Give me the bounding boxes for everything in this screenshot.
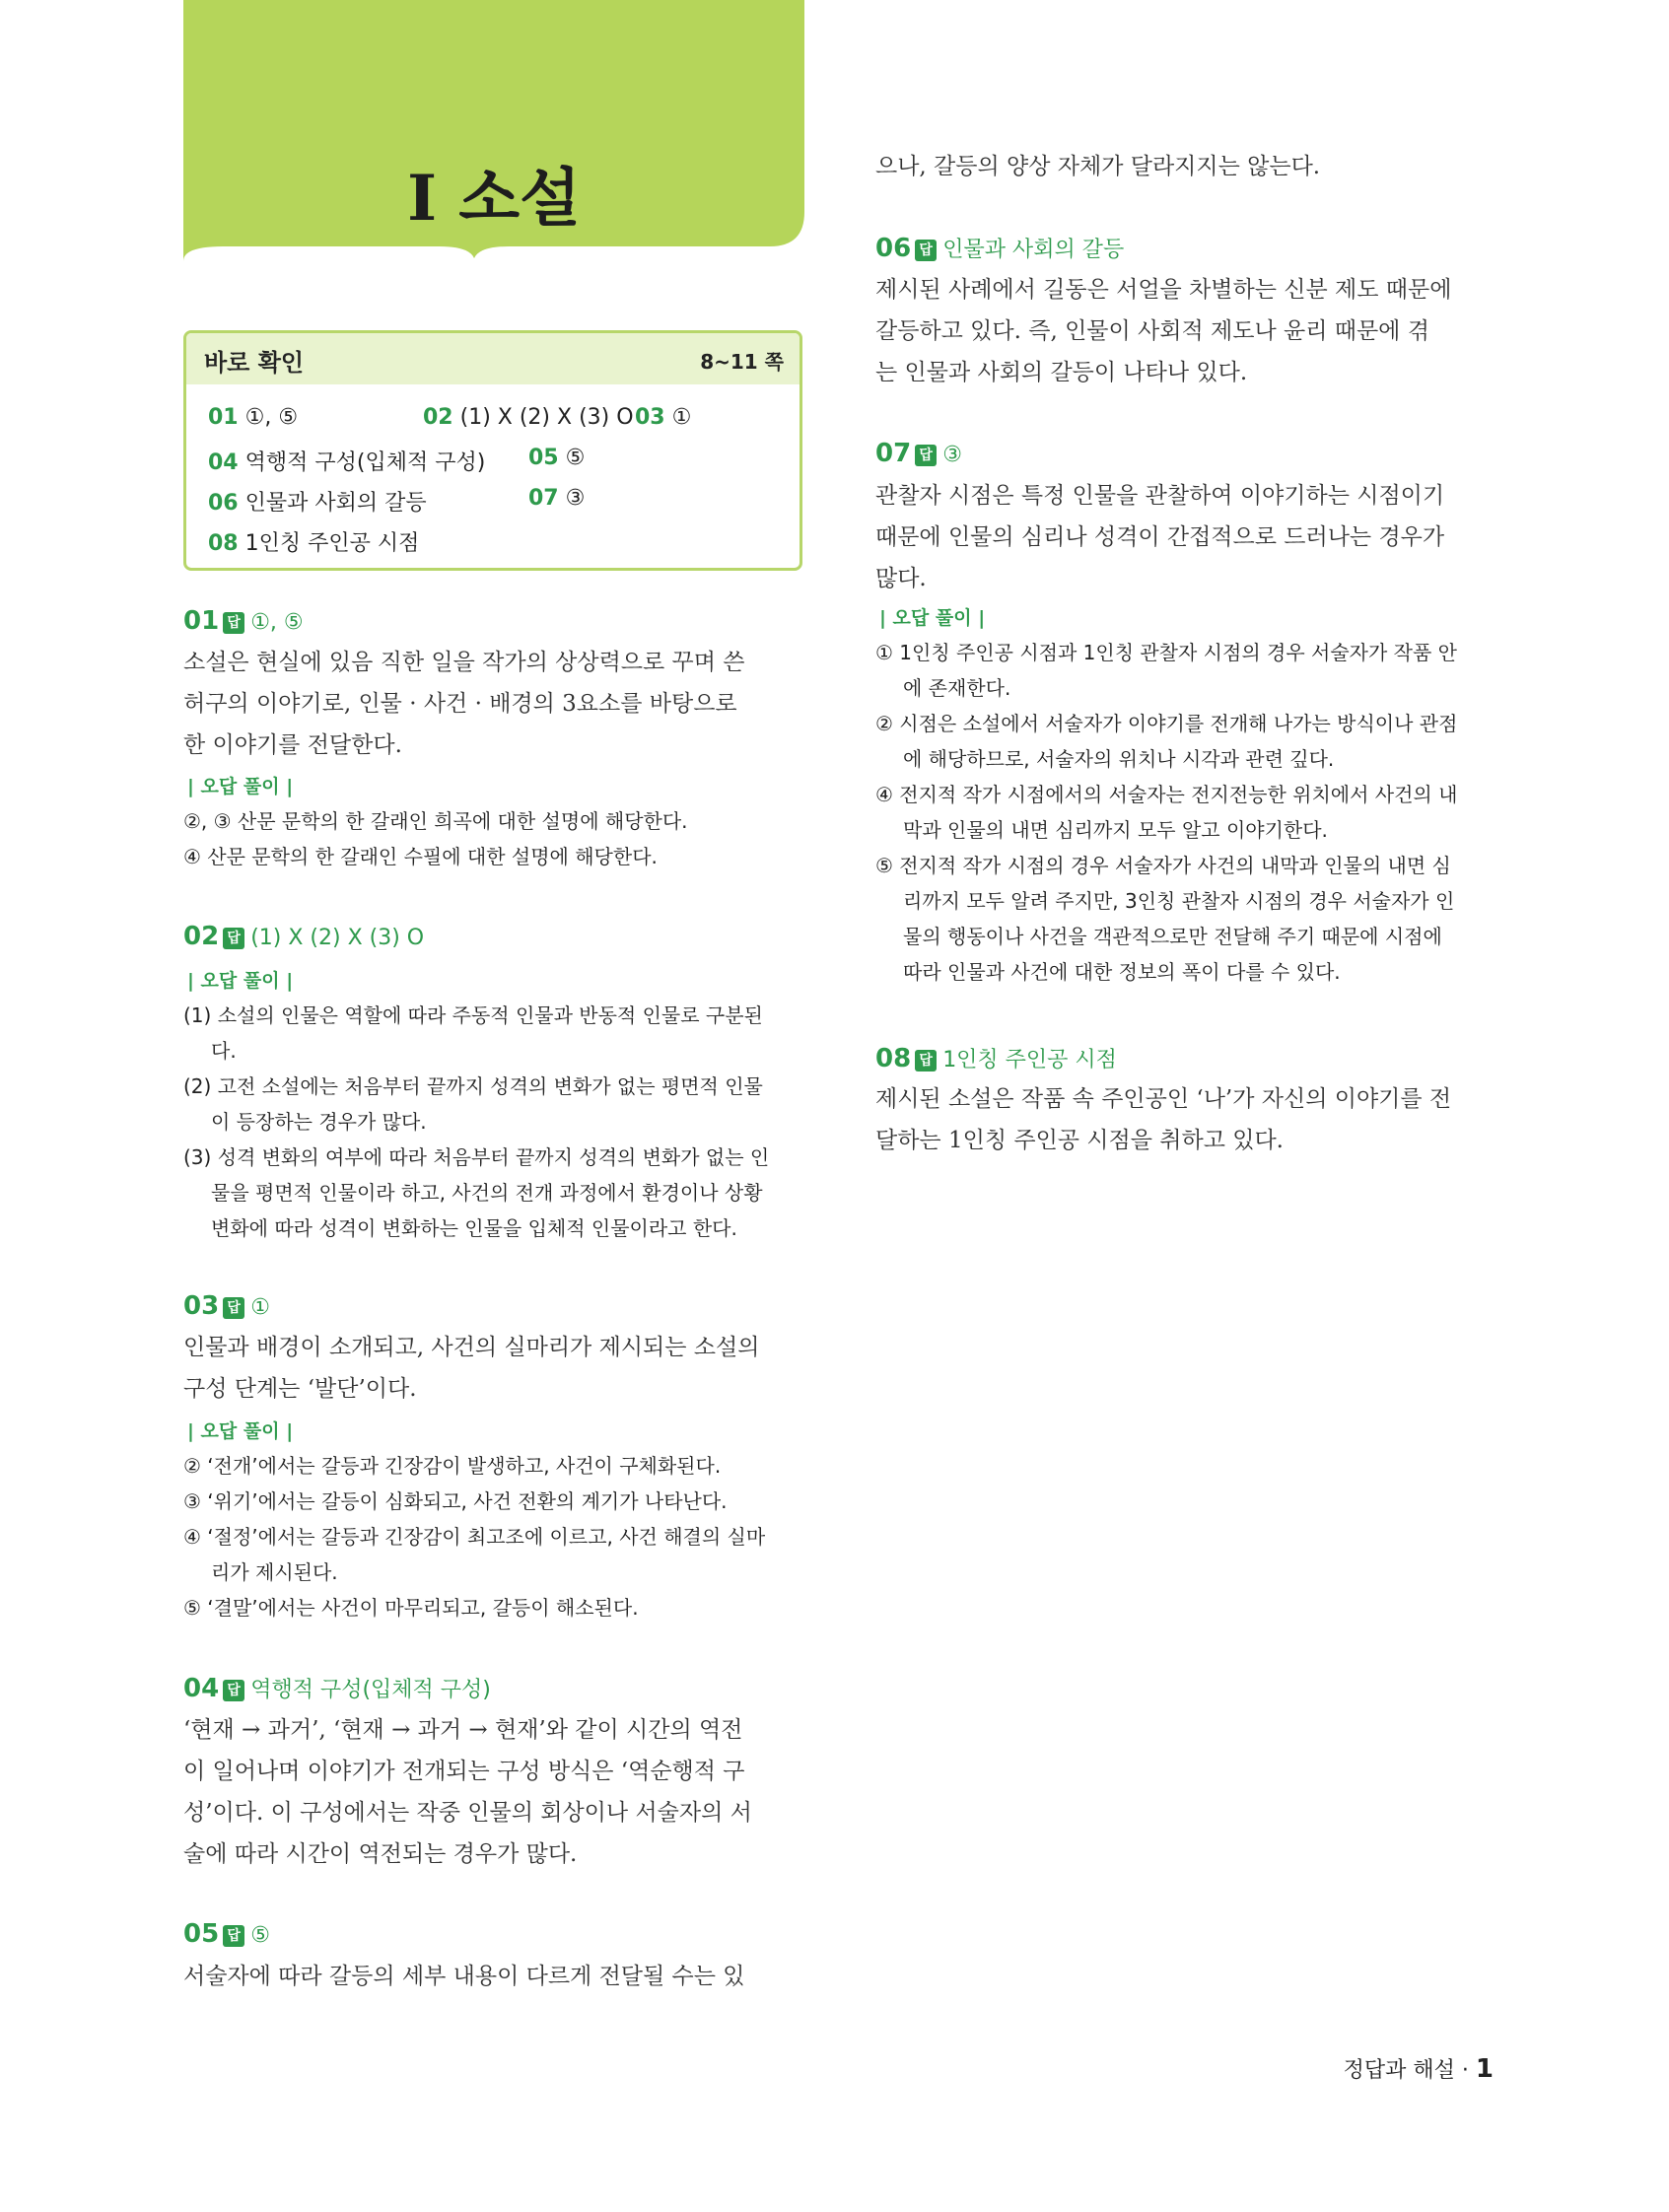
explanation-08: 제시된 소설은 작품 속 주인공인 ‘나’가 자신의 이야기를 전 달하는 1인칭 주인공 시점을 취하고 있다. — [875, 1086, 1452, 1153]
explanation-01: 소설은 현실에 있음 직한 일을 작가의 상상력으로 꾸며 쓴 허구의 이야기로, 인물 · 사건 · 배경의 3요소를 바탕으로 한 이야기를 전달한다. — [183, 650, 745, 758]
wrong-answer-label: | 오답 풀이 | — [187, 776, 294, 797]
answer-heading-08: 08 답 1인칭 주인공 시점 — [875, 1044, 1117, 1073]
check-item: 08 1인칭 주인공 시점 — [208, 531, 420, 556]
answer-heading-01: 01 답 ①, ⑤ — [183, 606, 304, 636]
quick-check-header — [186, 333, 800, 384]
check-item: 07 ③ — [528, 486, 586, 511]
answer-heading-06: 06 답 인물과 사회의 갈등 — [875, 234, 1125, 263]
check-item: 02 (1) X (2) X (3) O — [423, 405, 634, 430]
wrong-answer-list-01: ②, ③ 산문 문학의 한 갈래인 희곡에 대한 설명에 해당한다. ④ 산문 문학의 한 갈래인 수필에 대한 설명에 해당한다. — [183, 809, 688, 868]
quick-check-title: 바로 확인 — [204, 349, 305, 377]
wrong-answer-label: | 오답 풀이 | — [879, 607, 986, 629]
wrong-answer-list-02: (1) 소설의 인물은 역할에 따라 주동적 인물과 반동적 인물로 구분된 다. (2) 고전 소설에는 처음부터 끝까지 성격의 변화가 없는 평면적 인물 이 등장하는 경우가 많다. (3) 성격 변화의 여부에 따라 처음부터 끝까지 성격의 변화가 없는 인 물을 평면적 인물이라 하고, 사건의 전개 과정에서 환경이나 상황 변화에 따라 성격이 변화하는 인물을 입체적 인물이라고 한다. — [183, 1003, 770, 1240]
explanation-06: 제시된 사례에서 길동은 서얼을 차별하는 신분 제도 때문에 갈등하고 있다. 즉, 인물이 사회적 제도나 윤리 때문에 겪 는 인물과 사회의 갈등이 나타나 있다. — [875, 277, 1452, 385]
check-item: 01 ①, ⑤ — [208, 405, 299, 430]
check-item: 05 ⑤ — [528, 446, 586, 470]
check-item: 04 역행적 구성(입체적 구성) — [208, 450, 486, 475]
check-item: 03 ① — [635, 405, 692, 430]
wrong-answer-list-07: ① 1인칭 주인공 시점과 1인칭 관찰자 시점의 경우 서술자가 작품 안 에 존재한다. ② 시점은 소설에서 서술자가 이야기를 전개해 나가는 방식이나 관점 에 해당하므로, 서술자의 위치나 시각과 관련 깊다. ④ 전지적 작가 시점에서의 서술자는 전지전능한 위치에서 사건의 내 막과 인물의 내면 심리까지 모두 알고 이야기한다. ⑤ 전지적 작가 시점의 경우 서술자가 사건의 내막과 인물의 내면 심 리까지 모두 알려 주지만, 3인칭 관찰자 시점의 경우 서술자가 인 물의 행동이나 사건을 객관적으로만 전달해 주기 때문에 시점에 따라 인물과 사건에 대한 정보의 폭이 다를 수 있다. — [875, 641, 1458, 984]
wrong-answer-list-03: ② ‘전개’에서는 갈등과 긴장감이 발생하고, 사건이 구체화된다. ③ ‘위기’에서는 갈등이 심화되고, 사건 전환의 계기가 나타난다. ④ ‘절정’에서는 갈등과 긴장감이 최고조에 이르고, 사건 해결의 실마 리가 제시된다. ⑤ ‘결말’에서는 사건이 마무리되고, 갈등이 해소된다. — [183, 1454, 766, 1620]
answer-heading-04: 04 답 역행적 구성(입체적 구성) — [183, 1674, 491, 1703]
wrong-answer-label: | 오답 풀이 | — [187, 1420, 294, 1442]
answer-heading-02: 02 답 (1) X (2) X (3) O — [183, 922, 425, 951]
quick-check-box — [183, 330, 802, 571]
answer-heading-07: 07 답 ③ — [875, 439, 962, 468]
explanation-05-continued: 으나, 갈등의 양상 자체가 달라지지는 않는다. — [875, 154, 1321, 179]
explanation-03: 인물과 배경이 소개되고, 사건의 실마리가 제시되는 소설의 구성 단계는 ‘발단’이다. — [183, 1335, 760, 1402]
answer-heading-03: 03 답 ① — [183, 1291, 270, 1321]
wrong-answer-label: | 오답 풀이 | — [187, 970, 294, 992]
page-footer — [1344, 2053, 1494, 2084]
page-number: 1 — [1475, 2054, 1494, 2084]
quick-check-pages: 8~11 쪽 — [700, 350, 784, 374]
check-item: 06 인물과 사회의 갈등 — [208, 491, 427, 516]
footer-label: 정답과 해설 · — [1343, 2058, 1469, 2083]
section-title: I 소설 — [407, 162, 581, 236]
answer-heading-05: 05 답 ⑤ — [183, 1919, 270, 1949]
explanation-05: 서술자에 따라 갈등의 세부 내용이 다르게 전달될 수는 있 — [183, 1964, 745, 1989]
explanation-04: ‘현재 → 과거’, ‘현재 → 과거 → 현재’와 같이 시간의 역전 이 일어나며 이야기가 전개되는 구성 방식은 ‘역순행적 구 성’이다. 이 구성에서는 작중 인물의 회상이나 서술자의 서 술에 따라 시간이 역전되는 경우가 많다. — [183, 1717, 752, 1867]
explanation-07: 관찰자 시점은 특정 인물을 관찰하여 이야기하는 시점이기 때문에 인물의 심리나 성격이 간접적으로 드러나는 경우가 많다. — [875, 483, 1445, 591]
